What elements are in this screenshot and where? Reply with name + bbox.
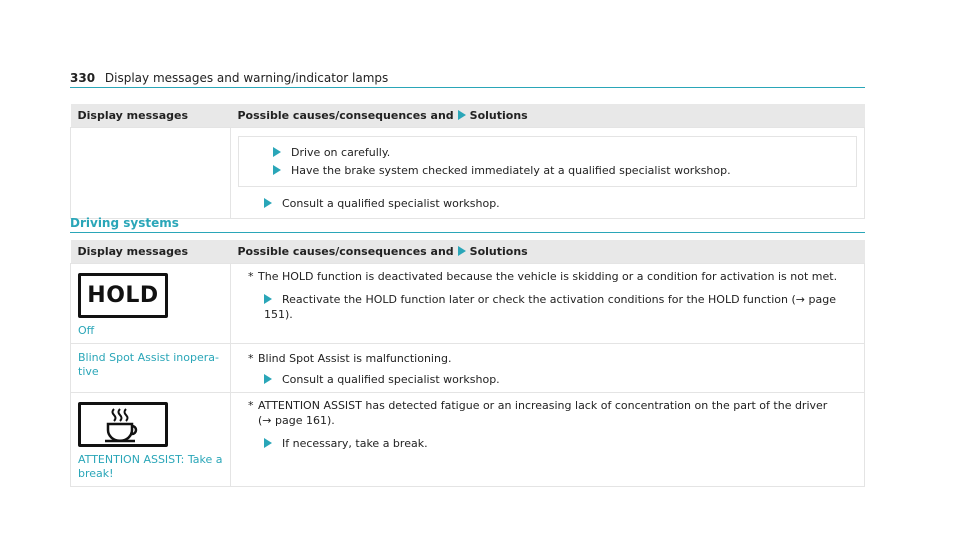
cause: * ATTENTION ASSIST has detected fatigue or an increasing lack of concentration on the part of the driver <box>248 399 828 412</box>
step: Have the brake system checked immediately at a qualified specialist workshop. <box>273 163 846 178</box>
col-causes-solutions: Possible causes/consequences and Solutions <box>231 240 865 264</box>
message-cell <box>71 128 231 219</box>
page-number: 330 <box>70 71 96 85</box>
message-cell <box>71 344 231 393</box>
arrow-icon <box>273 165 281 175</box>
solution-cell <box>231 128 865 219</box>
arrow-icon <box>273 147 281 157</box>
step: Drive on carefully. <box>273 145 846 160</box>
arrow-icon <box>458 110 466 120</box>
messages-table-2 <box>70 240 865 487</box>
nested-steps-box <box>238 136 857 187</box>
page-header <box>70 71 388 85</box>
page-title: Display messages and warning/indicator lamps <box>104 71 389 85</box>
arrow-icon <box>264 438 272 448</box>
solution-cell <box>231 344 865 393</box>
message-label: Blind Spot Assist inopera- tive <box>78 351 219 378</box>
table-row <box>71 264 865 344</box>
col-display-messages: Display messages <box>71 240 231 264</box>
header-divider <box>70 87 865 88</box>
arrow-icon <box>458 246 466 256</box>
col-causes-solutions: Possible causes/consequences and Solutions <box>231 104 865 128</box>
table-row <box>71 344 865 393</box>
section-title: Driving systems <box>70 216 179 230</box>
message-cell <box>71 264 231 344</box>
step: Reactivate the HOLD function later or check the activation conditions for the HOLD function (→ page 151). <box>264 293 836 321</box>
col-display-messages: Display messages <box>71 104 231 128</box>
solution-cell <box>231 264 865 344</box>
message-label: Off <box>78 324 95 337</box>
cause-continued: (→ page 161). <box>258 414 335 427</box>
arrow-icon <box>264 374 272 384</box>
section-divider <box>70 232 865 233</box>
message-label: ATTENTION ASSIST: Take a break! <box>78 453 223 480</box>
arrow-icon <box>264 198 272 208</box>
messages-table-1 <box>70 104 865 219</box>
step: If necessary, take a break. <box>238 436 857 451</box>
cause: * Blind Spot Assist is malfunctioning. <box>248 352 452 365</box>
hold-icon: HOLD <box>78 273 168 318</box>
step: Consult a qualified specialist workshop. <box>238 372 857 387</box>
solution-cell <box>231 393 865 487</box>
arrow-icon <box>264 294 272 304</box>
message-cell <box>71 393 231 487</box>
step: Consult a qualified specialist workshop. <box>238 196 857 211</box>
cause: * The HOLD function is deactivated because the vehicle is skidding or a condition for activation is not met. <box>248 270 838 283</box>
table-row <box>71 393 865 487</box>
coffee-cup-icon <box>78 402 168 447</box>
